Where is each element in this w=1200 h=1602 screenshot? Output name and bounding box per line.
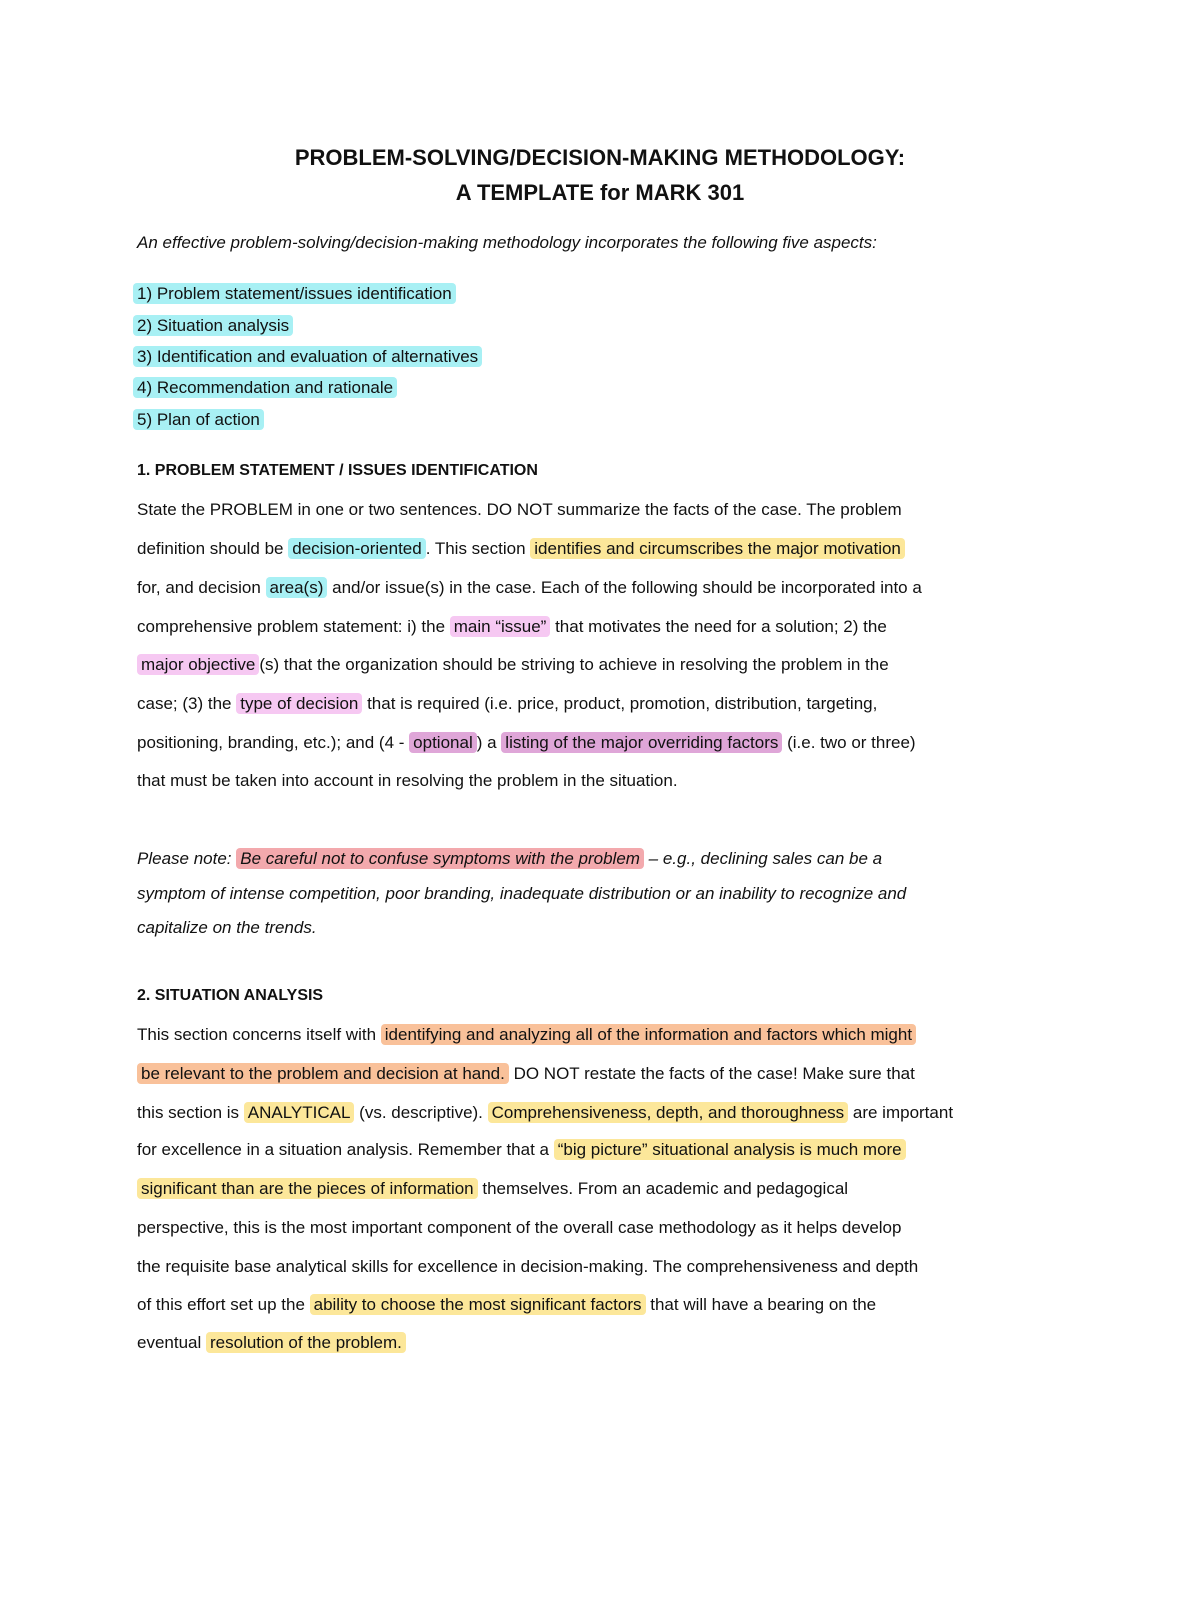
text-run: case; (3) the <box>137 694 237 713</box>
highlight-pink: type of decision <box>236 693 362 714</box>
text-run: that motivates the need for a solution; 2) the <box>550 617 887 636</box>
aspect-item <box>133 378 397 398</box>
document-title-line1: PROBLEM-SOLVING/DECISION-MAKING METHODOLOGY: <box>294 145 906 170</box>
section2-line <box>137 1295 876 1315</box>
section1-line <box>137 617 887 637</box>
aspect-item <box>133 410 264 430</box>
section1-line: that must be taken into account in resolving the problem in the situation. <box>137 771 678 790</box>
text-run: for excellence in a situation analysis. Remember that a <box>137 1140 554 1159</box>
section2-heading: 2. SITUATION ANALYSIS <box>137 987 324 1004</box>
section2-line <box>137 1064 915 1084</box>
text-run: eventual <box>137 1333 206 1352</box>
text-run: DO NOT restate the facts of the case! Make sure that <box>508 1064 915 1083</box>
section2-line <box>137 1103 953 1123</box>
text-run: (s) that the organization should be striving to achieve in resolving the problem in the <box>259 655 889 674</box>
section1-line <box>137 733 916 753</box>
highlight-pink: main “issue” <box>450 616 551 637</box>
section2-line <box>137 1179 848 1199</box>
highlight-yellow: Comprehensiveness, depth, and thoroughness <box>488 1102 849 1123</box>
text-run: of this effort set up the <box>137 1295 310 1314</box>
section2-line: perspective, this is the most important component of the overall case methodology as it helps develop <box>137 1218 902 1237</box>
aspect-highlight: 5) Plan of action <box>133 409 264 430</box>
section1-line <box>137 655 889 675</box>
text-run: comprehensive problem statement: i) the <box>137 617 450 636</box>
highlight-purple: listing of the major overriding factors <box>501 732 782 753</box>
text-run: ) a <box>476 733 502 752</box>
highlight-orange: be relevant to the problem and decision at hand. <box>137 1063 509 1084</box>
text-run: – e.g., declining sales can be a <box>643 849 883 868</box>
section2-line <box>137 1025 916 1045</box>
aspect-highlight: 1) Problem statement/issues identification <box>133 283 456 304</box>
text-run: (vs. descriptive). <box>354 1103 488 1122</box>
section1-line <box>137 694 877 714</box>
note-line: capitalize on the trends. <box>137 918 317 937</box>
highlight-purple: optional <box>409 732 477 753</box>
text-run: and/or issue(s) in the case. Each of the following should be incorporated into a <box>327 578 922 597</box>
section1-line <box>137 578 922 598</box>
text-run: are important <box>848 1103 954 1122</box>
highlight-orange: identifying and analyzing all of the information and factors which might <box>381 1024 916 1045</box>
highlight-cyan: decision-oriented <box>288 538 425 559</box>
text-run: positioning, branding, etc.); and (4 - <box>137 733 410 752</box>
text-run: that is required (i.e. price, product, promotion, distribution, targeting, <box>362 694 878 713</box>
highlight-yellow: ANALYTICAL <box>244 1102 355 1123</box>
document-title-line2: A TEMPLATE for MARK 301 <box>455 180 745 205</box>
section1-heading: 1. PROBLEM STATEMENT / ISSUES IDENTIFICATION <box>137 462 538 479</box>
highlight-red: Be careful not to confuse symptoms with the problem <box>236 848 644 869</box>
note-line <box>137 849 882 869</box>
highlight-yellow: resolution of the problem. <box>206 1332 406 1353</box>
text-run: This section concerns itself with <box>137 1025 381 1044</box>
aspect-highlight: 3) Identification and evaluation of alternatives <box>133 346 482 367</box>
highlight-yellow: ability to choose the most significant factors <box>310 1294 646 1315</box>
highlight-yellow: identifies and circumscribes the major motivation <box>530 538 905 559</box>
highlight-cyan: area(s) <box>266 577 328 598</box>
aspect-highlight: 4) Recommendation and rationale <box>133 377 397 398</box>
highlight-pink: major objective <box>137 654 259 675</box>
aspect-item <box>133 347 482 367</box>
text-run: for, and decision <box>137 578 266 597</box>
text-run: this section is <box>137 1103 244 1122</box>
intro-text: An effective problem-solving/decision-making methodology incorporates the following five aspects: <box>137 233 877 252</box>
text-run: Please note: <box>137 849 237 868</box>
note-line: symptom of intense competition, poor branding, inadequate distribution or an inability to recognize and <box>137 884 907 903</box>
section2-line <box>137 1333 406 1353</box>
section1-line: State the PROBLEM in one or two sentences. DO NOT summarize the facts of the case. The problem <box>137 500 902 519</box>
text-run: (i.e. two or three) <box>782 733 916 752</box>
highlight-yellow: “big picture” situational analysis is much more <box>554 1139 906 1160</box>
section1-line <box>137 539 905 559</box>
section2-line: the requisite base analytical skills for excellence in decision-making. The comprehensiveness and depth <box>137 1257 919 1276</box>
text-run: . This section <box>425 539 531 558</box>
text-run: that will have a bearing on the <box>645 1295 877 1314</box>
text-run: themselves. From an academic and pedagogical <box>477 1179 849 1198</box>
text-run: definition should be <box>137 539 289 558</box>
aspect-item <box>133 284 456 304</box>
aspect-item <box>133 316 293 336</box>
aspect-highlight: 2) Situation analysis <box>133 315 293 336</box>
section2-line <box>137 1140 906 1160</box>
highlight-yellow: significant than are the pieces of information <box>137 1178 478 1199</box>
